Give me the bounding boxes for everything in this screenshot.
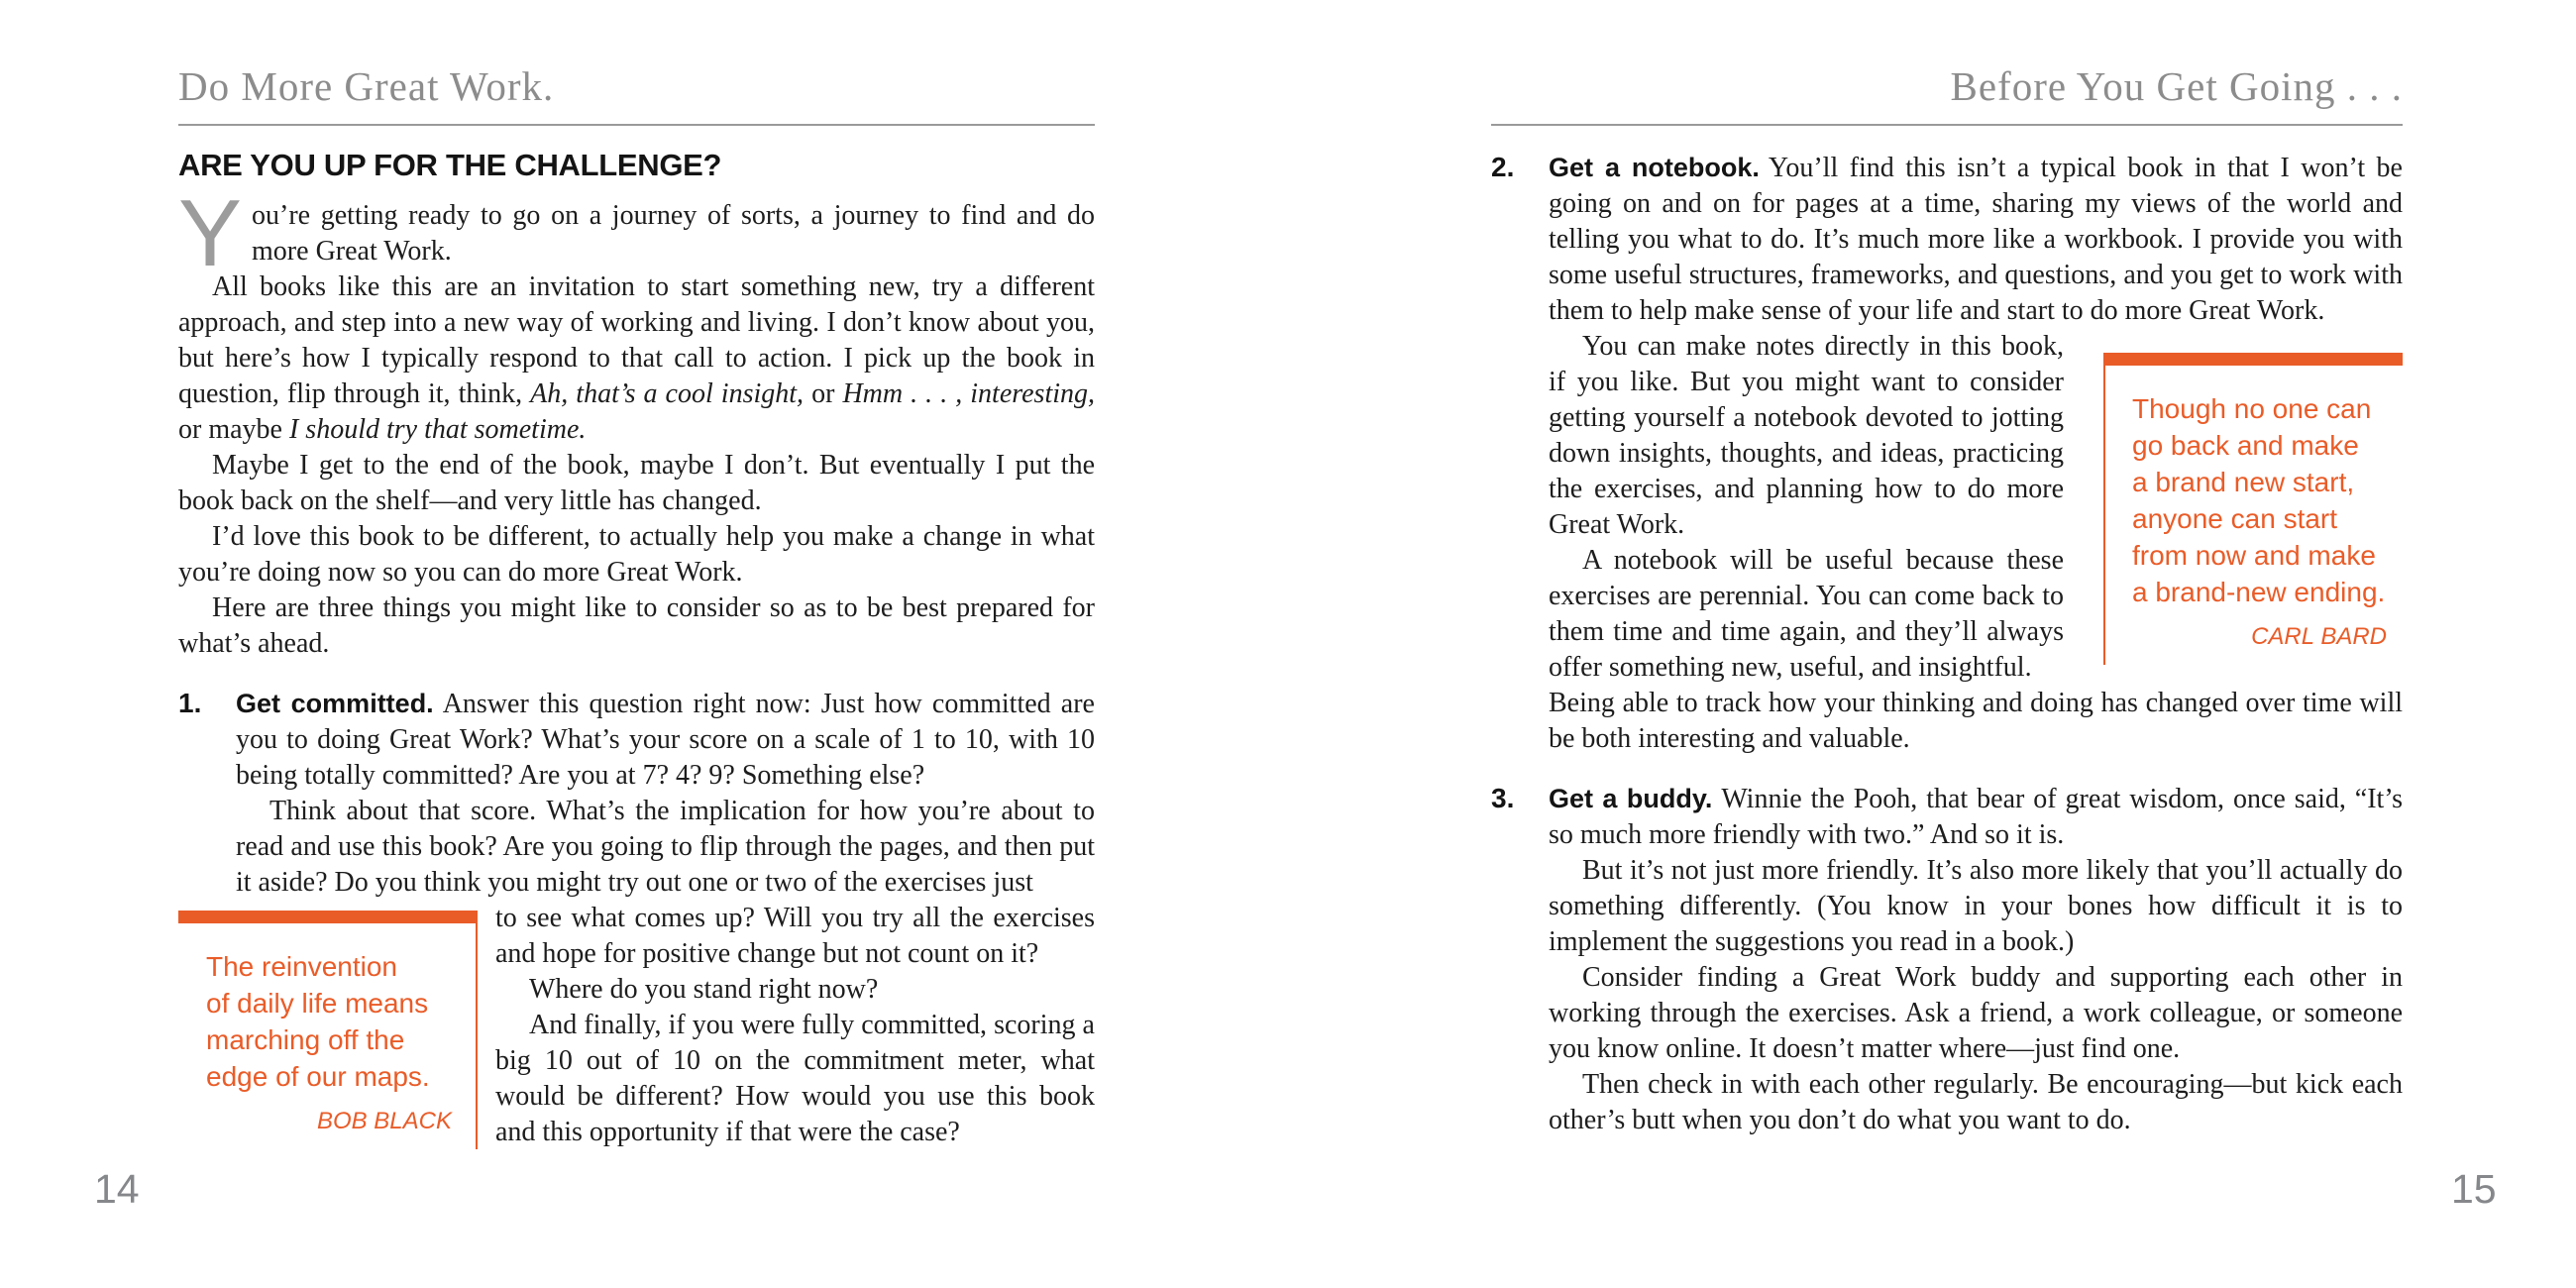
paragraph: A notebook will be useful because these exercises are perennial. You can come back to them time and time again, and they’ll always offer something new, useful, and insightful.	[1549, 545, 2064, 683]
page-number-left: 14	[94, 1166, 140, 1212]
pull-quote-attribution: BOB BLACK	[316, 1108, 452, 1134]
paragraph: to see what comes up? Will you try all the exercises and hope for positive change but not count on it?	[495, 903, 1095, 969]
pull-quote-line: go back and make	[2132, 430, 2359, 461]
item-body	[1549, 781, 2403, 1138]
pull-quote-line: marching off the	[206, 1024, 405, 1055]
paragraph: Here are three things you might like to consider so as to be best prepared for what’s ahead.	[178, 592, 1095, 659]
paragraph-opening	[178, 180, 1095, 286]
item-lead: Get a buddy.	[1549, 784, 1713, 813]
pull-quote-line: anyone can start	[2132, 503, 2338, 534]
paragraph-text: Winnie the Pooh, that bear of great wisdom, once said, “It’s so much more friendly with two.” And so it is.	[1549, 784, 2403, 850]
page-right	[1491, 0, 2403, 1288]
numbered-item-1	[178, 686, 1095, 1150]
item-number: 3.	[1491, 783, 1515, 813]
running-head: Do More Great Work.	[178, 63, 555, 109]
pull-quote-line: The reinvention	[206, 951, 398, 982]
text-beside-quote	[495, 901, 1095, 1150]
pull-quote	[2103, 353, 2403, 665]
paragraph: I’d love this book to be different, to actually help you make a change in what you’re doing now so you can do more Great Work.	[178, 521, 1095, 588]
paragraph-text: Answer this question right now: Just how committed are you to doing Great Work? What’s your score on a scale of 1 to 10, with 10 being totally committed? Are you at 7? 4? 9? Something else?	[236, 689, 1095, 791]
paragraph: Think about that score. What’s the implication for how you’re about to read and use this book? Are you going to flip through the pages, and then put it aside? Do you think you might try out one or two of the exercises just	[236, 796, 1095, 898]
paragraph: Consider finding a Great Work buddy and supporting each other in working through the exercises. Ask a friend, a work colleague, or someone you know online. It doesn’t matter where—just find one.	[1549, 962, 2403, 1064]
item-number: 2.	[1491, 152, 1515, 182]
paragraph: All books like this are an invitation to start something new, try a different approach, and step into a new way of working and living. I don’t know about you, but here’s how I typically respond to that call to action. I pick up the book in question, flip through it, think, Ah, that’s a cool insight, or Hmm . . . , interesting, or maybe I should try that sometime.	[178, 271, 1096, 445]
quote-wrap-row	[1549, 329, 2403, 686]
section-heading: ARE YOU UP FOR THE CHALLENGE?	[178, 148, 722, 182]
paragraph	[1549, 150, 2403, 329]
item-lead: Get a notebook.	[1549, 153, 1760, 182]
pull-quote-line: a brand-new ending.	[2132, 577, 2386, 607]
item-lead: Get committed.	[236, 689, 434, 718]
paragraph: Then check in with each other regularly. Be encouraging—but kick each other’s butt when you don’t do what you want to do.	[1549, 1069, 2403, 1135]
numbered-item-3	[1491, 781, 2403, 1138]
item-number: 1.	[178, 688, 202, 718]
pull-quote-line: Though no one can	[2132, 393, 2372, 424]
paragraph: Maybe I get to the end of the book, maybe I don’t. But eventually I put the book back on the shelf—and very little has changed.	[178, 450, 1095, 516]
item-body	[206, 686, 1095, 1150]
numbered-item-2	[1491, 150, 2403, 757]
paragraph	[236, 686, 1095, 794]
paragraph: You can make notes directly in this book, if you like. But you might want to consider getting yourself a notebook devoted to jotting down insights, thoughts, and ideas, practicing the exercises, and planning how to do more Great Work.	[1549, 331, 2064, 540]
page-number-right: 15	[2451, 1166, 2497, 1212]
paragraph: And finally, if you were fully committed, scoring a big 10 out of 10 on the commitment meter, what would be different? How would you use this book and this opportunity if that were the case?	[495, 1010, 1095, 1147]
running-head: Before You Get Going . . .	[1950, 63, 2403, 109]
pull-quote-line: of daily life means	[206, 988, 429, 1019]
header-rule	[178, 124, 1095, 126]
pull-quote-line: from now and make	[2132, 540, 2376, 571]
body-text	[1491, 150, 2403, 1138]
paragraph-text: ou’re getting ready to go on a journey of sorts, a journey to find and do more Great Work.	[252, 200, 1095, 267]
paragraph: Where do you stand right now?	[529, 974, 879, 1005]
page-left	[178, 0, 1095, 1288]
pull-quote-line: edge of our maps.	[206, 1061, 430, 1092]
quote-wrap-row	[178, 901, 1095, 1150]
item-body	[1549, 150, 2403, 757]
header-rule	[1491, 124, 2403, 126]
drop-cap: Y	[178, 180, 243, 286]
pull-quote	[178, 911, 478, 1149]
paragraph: Being able to track how your thinking and doing has changed over time will be both interesting and valuable.	[1549, 688, 2403, 754]
text-beside-quote	[1549, 329, 2064, 686]
paragraph	[1549, 781, 2403, 853]
pull-quote-text	[178, 923, 476, 1095]
pull-quote-bar	[178, 911, 476, 923]
pull-quote-attribution: CARL BARD	[2251, 623, 2387, 650]
body-text	[178, 180, 1096, 1150]
pull-quote-bar	[2105, 353, 2403, 366]
paragraph: But it’s not just more friendly. It’s also more likely that you’ll actually do something differently. (You know in your bones how difficult it is to implement the suggestions you read in a book.)	[1549, 855, 2403, 957]
paragraph-text: You’ll find this isn’t a typical book in that I won’t be going on and on for pages at a time, sharing my views of the world and telling you what to do. It’s much more like a workbook. I provide you with some useful structures, frameworks, and questions, and you get to work with them to help make sense of your life and start to do more Great Work.	[1549, 153, 2403, 326]
pull-quote-line: a brand new start,	[2132, 467, 2355, 497]
pull-quote-text	[2105, 366, 2403, 610]
